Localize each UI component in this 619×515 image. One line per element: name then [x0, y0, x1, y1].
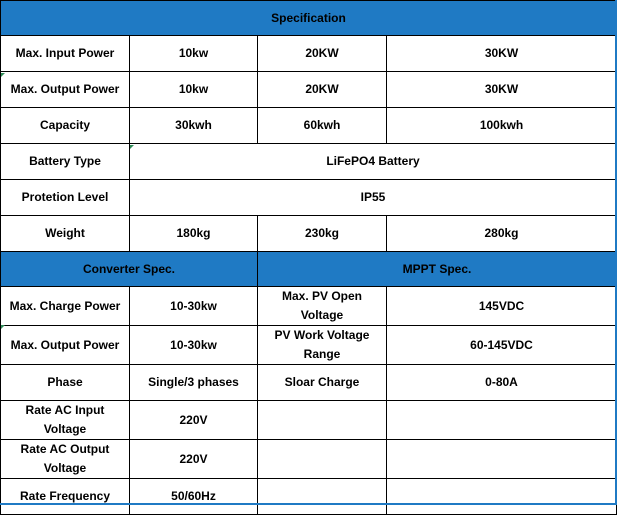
cell-value: 280kg [387, 216, 617, 252]
row-label: Weight [1, 216, 130, 252]
cell-value: 220V [130, 440, 258, 479]
mppt-value [387, 479, 617, 515]
row-label: Rate AC Output Voltage [1, 440, 130, 479]
mppt-value [387, 401, 617, 440]
table-row [1, 287, 617, 326]
cell-value: 30KW [387, 72, 617, 108]
table-row [1, 180, 617, 216]
cell-value: IP55 [130, 180, 617, 216]
table-row [1, 144, 617, 180]
cell-value: 230kg [258, 216, 387, 252]
cell-value: 10-30kw [130, 326, 258, 365]
row-label: Max. Charge Power [1, 287, 130, 326]
title-row [1, 1, 617, 36]
cell-value: 220V [130, 401, 258, 440]
row-label: Max. Output Power [1, 72, 130, 108]
table-right-edge [615, 0, 617, 505]
table-row [1, 326, 617, 365]
mppt-label [258, 401, 387, 440]
cell-value: LiFePO4 Battery [130, 144, 617, 180]
mppt-label: Sloar Charge [258, 365, 387, 401]
cell-error-marker [1, 73, 5, 77]
row-label: Protetion Level [1, 180, 130, 216]
mppt-label [258, 440, 387, 479]
mppt-value [387, 440, 617, 479]
cell-value: 60kwh [258, 108, 387, 144]
cell-value: 10-30kw [130, 287, 258, 326]
row-label: Rate Frequency [1, 479, 130, 515]
cell-value: 30KW [387, 36, 617, 72]
mppt-label [258, 479, 387, 515]
mppt-value: 0-80A [387, 365, 617, 401]
table-row [1, 36, 617, 72]
row-label: Max. Input Power [1, 36, 130, 72]
cell-value: Single/3 phases [130, 365, 258, 401]
cell-value: 10kw [130, 36, 258, 72]
table-bottom-edge [0, 503, 616, 505]
cell-value: 100kwh [387, 108, 617, 144]
cell-value: 10kw [130, 72, 258, 108]
row-label: Rate AC Input Voltage [1, 401, 130, 440]
mppt-label: PV Work Voltage Range [258, 326, 387, 365]
table-row [1, 108, 617, 144]
cell-value: 20KW [258, 72, 387, 108]
cell-error-marker [130, 145, 134, 149]
table-row [1, 365, 617, 401]
mppt-label: Max. PV Open Voltage [258, 287, 387, 326]
table-row [1, 401, 617, 440]
table-row [1, 216, 617, 252]
row-label: Battery Type [1, 144, 130, 180]
section-header-row [1, 252, 617, 287]
row-label: Capacity [1, 108, 130, 144]
cell-value: 30kwh [130, 108, 258, 144]
mppt-value: 145VDC [387, 287, 617, 326]
cell-value: 50/60Hz [130, 479, 258, 515]
cell-error-marker [1, 325, 5, 329]
converter-spec-header: Converter Spec. [1, 252, 258, 287]
cell-value: 20KW [258, 36, 387, 72]
table-row [1, 440, 617, 479]
table-row [1, 479, 617, 515]
mppt-spec-header: MPPT Spec. [258, 252, 617, 287]
row-label: Phase [1, 365, 130, 401]
specification-title: Specification [1, 1, 617, 36]
table-row [1, 72, 617, 108]
mppt-value: 60-145VDC [387, 326, 617, 365]
row-label: Max. Output Power [1, 326, 130, 365]
cell-value: 180kg [130, 216, 258, 252]
